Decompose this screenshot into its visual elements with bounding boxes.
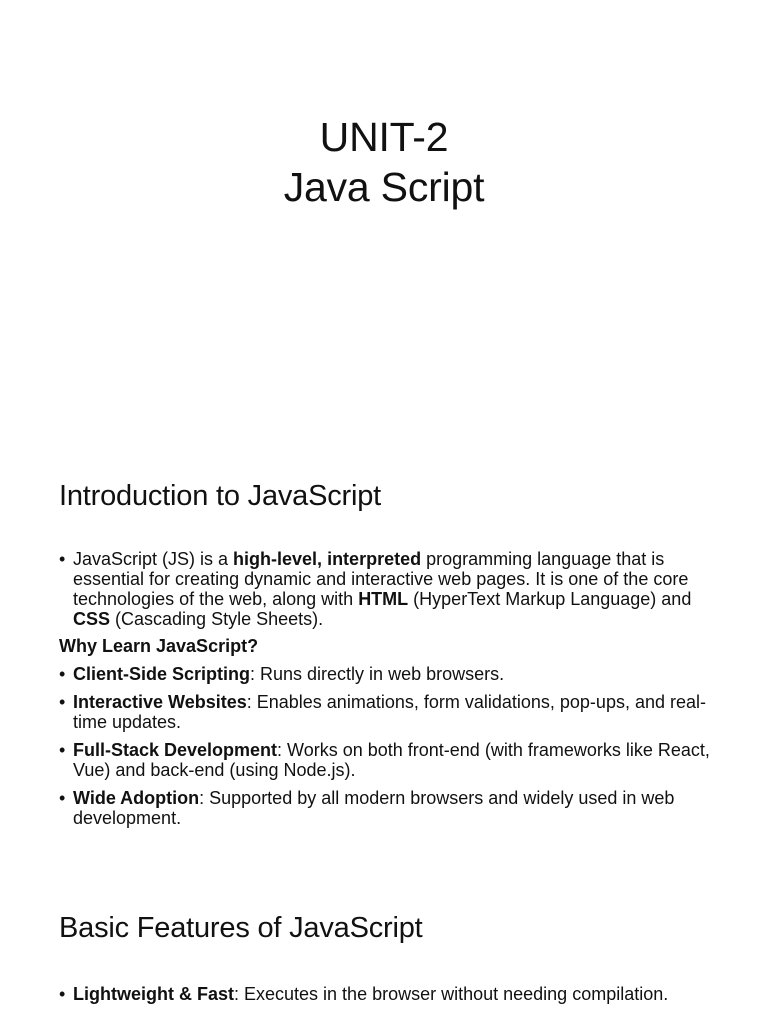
para-text-3: (HyperText Markup Language) and [408,589,692,609]
list-item [59,664,731,684]
para-bold-html: HTML [358,589,409,609]
title-block [0,112,768,212]
bullet-icon: • [59,549,66,569]
bullet-icon: • [59,984,66,1004]
item-term: Interactive Websites [73,692,247,712]
unit-title: UNIT-2 [319,114,449,160]
intro-heading: Introduction to JavaScript [59,480,382,512]
item-term: Wide Adoption [73,788,200,808]
item-desc: : Runs directly in web browsers. [250,664,505,684]
item-desc: : Executes in the browser without needing compilation. [234,984,669,1004]
why-learn-heading: Why Learn JavaScript? [59,636,259,656]
list-item [59,788,731,828]
para-text-4: (Cascading Style Sheets). [110,609,324,629]
item-desc: : Works on both front-end (with frameworks like React, Vue) and back-end (using Node.js). [73,740,710,780]
intro-body [59,549,731,836]
features-body [59,984,731,1012]
para-text-2: programming language that is essential for creating dynamic and interactive web pages. It is one of the core technologies of the web, along with [73,549,689,609]
para-text-1: JavaScript (JS) is a [73,549,234,569]
features-heading: Basic Features of JavaScript [59,912,423,944]
item-term: Full-Stack Development [73,740,278,760]
list-item [59,984,731,1004]
bullet-icon: • [59,664,66,684]
item-desc: : Enables animations, form validations, pop-ups, and real-time updates. [73,692,706,732]
list-item [59,740,731,780]
bullet-icon: • [59,692,66,712]
subject-title: Java Script [283,164,485,210]
para-bold-css: CSS [73,609,111,629]
bullet-icon: • [59,740,66,760]
item-term: Lightweight & Fast [73,984,234,1004]
intro-paragraph [59,549,731,629]
para-bold-1: high-level, interpreted [233,549,422,569]
list-item [59,692,731,732]
item-term: Client-Side Scripting [73,664,251,684]
bullet-icon: • [59,788,66,808]
item-desc: : Supported by all modern browsers and widely used in web development. [73,788,675,828]
